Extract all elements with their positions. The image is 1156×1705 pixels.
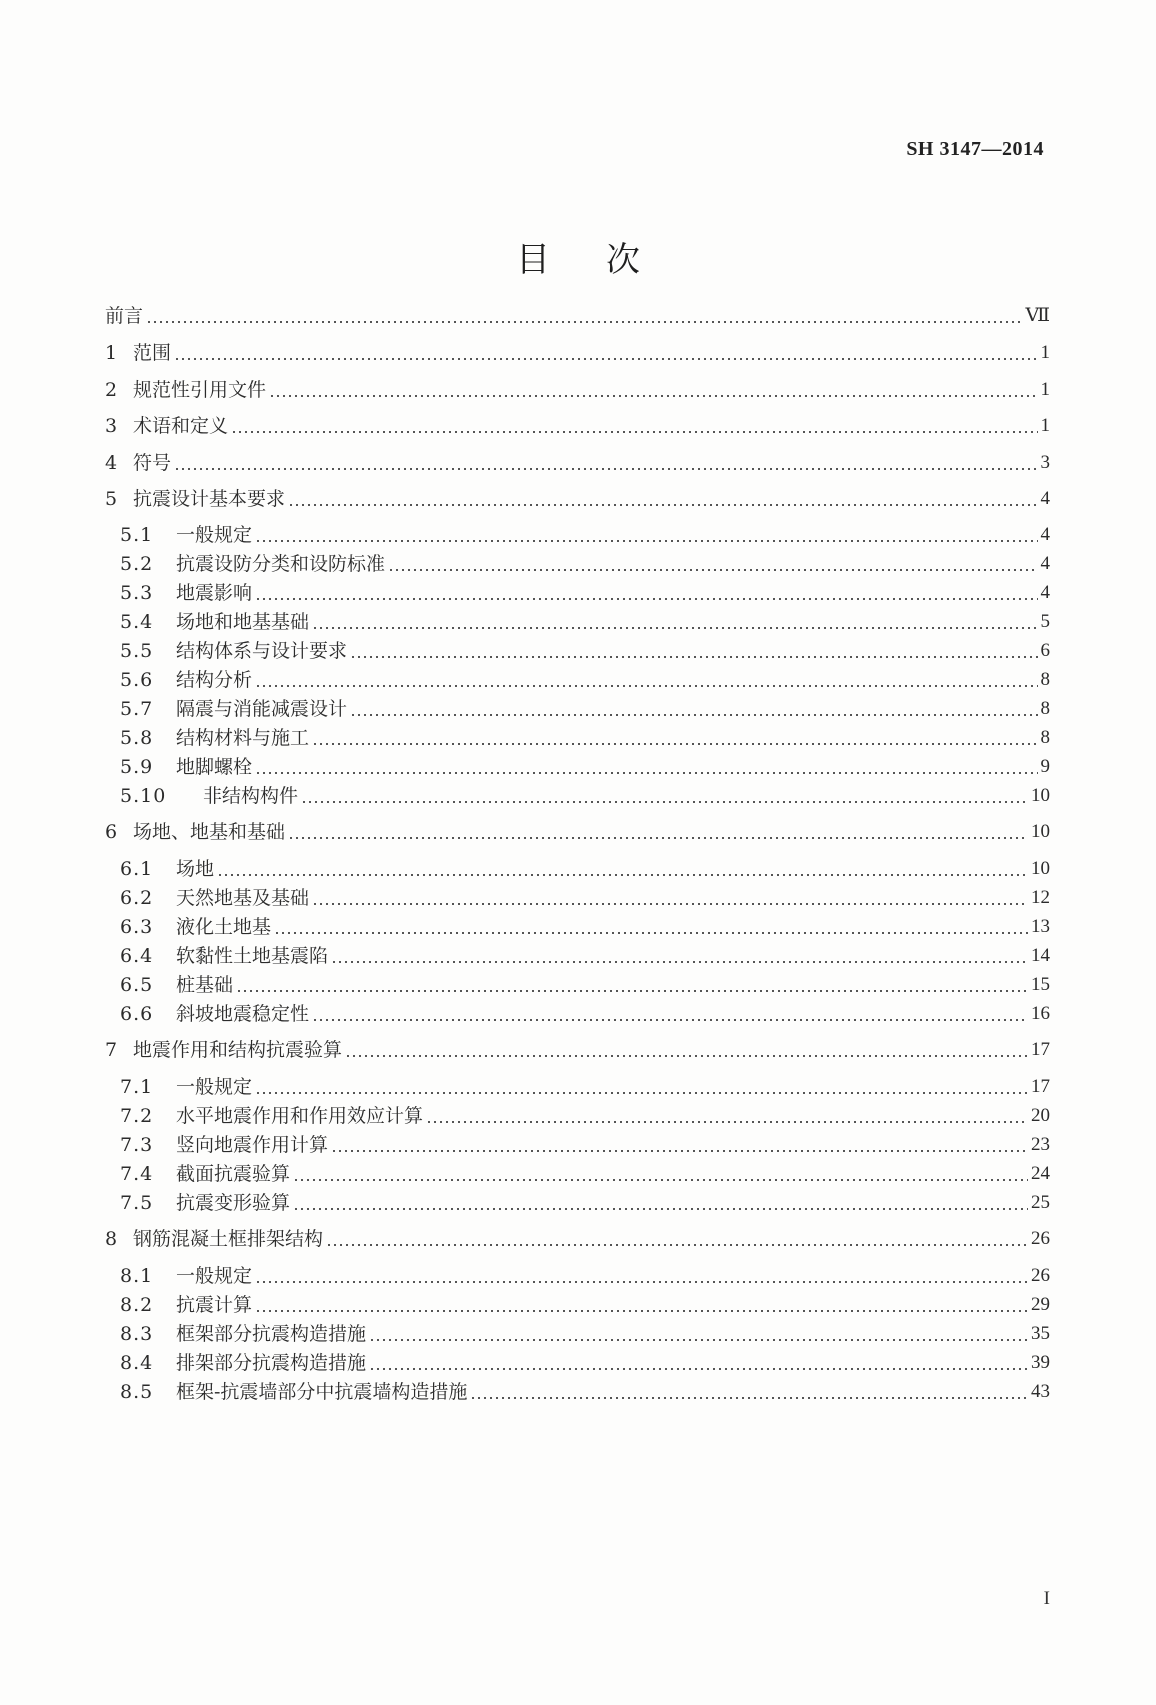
toc-entry[interactable]: [120, 579, 1050, 607]
toc-dot-leader: [288, 837, 1028, 839]
toc-entry-label: 前言: [105, 305, 144, 327]
toc-entry-number: 5.5: [120, 640, 154, 662]
toc-entry[interactable]: [120, 1320, 1050, 1348]
toc-dot-leader: [174, 468, 1037, 470]
toc-dot-leader: [255, 1310, 1028, 1312]
toc-entry-number: 8.2: [120, 1294, 154, 1316]
toc-entry-page: 8: [1040, 669, 1050, 690]
toc-entry-label: 斜坡地震稳定性: [176, 1003, 310, 1025]
toc-entry-page: 43: [1031, 1381, 1050, 1402]
toc-dot-leader: [312, 743, 1037, 745]
toc-entry-number: 6.5: [120, 974, 154, 996]
toc-entry-number: 5.4: [120, 611, 154, 633]
toc-entry-label: 抗震变形验算: [176, 1192, 291, 1214]
toc-dot-leader: [255, 772, 1037, 774]
toc-entry-number: 6.4: [120, 945, 154, 967]
toc-entry-page: 12: [1031, 887, 1050, 908]
toc-entry[interactable]: [120, 521, 1050, 549]
toc-dot-leader: [331, 1150, 1028, 1152]
toc-entry-label: 范围: [133, 342, 172, 364]
toc-dot-leader: [174, 358, 1037, 360]
toc-entry-page: 1: [1040, 379, 1050, 400]
toc-dot-leader: [255, 685, 1037, 687]
toc-entry-page: 4: [1040, 488, 1050, 509]
toc-entry-label: 隔震与消能减震设计: [176, 698, 348, 720]
toc-entry[interactable]: [120, 1262, 1050, 1290]
toc-entry-label: 地脚螺栓: [176, 756, 253, 778]
toc-entry[interactable]: [120, 913, 1050, 941]
toc-entry-label: 符号: [133, 452, 172, 474]
toc-entry-page: 17: [1031, 1076, 1050, 1097]
toc-dot-leader: [293, 1208, 1028, 1210]
toc-entry-number: 5.3: [120, 582, 154, 604]
toc-entry-label: 水平地震作用和作用效应计算: [176, 1105, 424, 1127]
toc-entry-page: 23: [1031, 1134, 1050, 1155]
toc-entry-page: 8: [1040, 727, 1050, 748]
toc-entry-label: 桩基础: [176, 974, 234, 996]
toc-dot-leader: [470, 1397, 1028, 1399]
toc-entry-page: 1: [1040, 415, 1050, 436]
toc-entry-page: 10: [1031, 785, 1050, 806]
toc-dot-leader: [255, 540, 1037, 542]
toc-dot-leader: [236, 990, 1028, 992]
toc-entry-label: 场地、地基和基础: [133, 821, 286, 843]
toc-entry-label: 一般规定: [176, 1265, 253, 1287]
toc-entry-number: 8.1: [120, 1265, 154, 1287]
toc-entry[interactable]: [120, 855, 1050, 883]
toc-entry[interactable]: [105, 412, 1050, 440]
toc-dot-leader: [369, 1368, 1028, 1370]
toc-entry-label: 结构分析: [176, 669, 253, 691]
toc-entry-number: 3: [105, 415, 118, 437]
toc-entry[interactable]: [105, 302, 1050, 330]
toc-entry-label: 一般规定: [176, 524, 253, 546]
toc-entry-number: 7.5: [120, 1192, 154, 1214]
toc-entry[interactable]: [120, 550, 1050, 578]
toc-entry-label: 场地: [176, 858, 215, 880]
toc-entry[interactable]: [120, 1073, 1050, 1101]
toc-dot-leader: [388, 569, 1037, 571]
toc-entry-label: 非结构构件: [203, 785, 299, 807]
toc-entry-page: 16: [1031, 1003, 1050, 1024]
toc-entry[interactable]: [105, 818, 1050, 846]
toc-entry-page: 14: [1031, 945, 1050, 966]
toc-entry[interactable]: [105, 1225, 1050, 1253]
toc-dot-leader: [426, 1121, 1028, 1123]
toc-entry-label: 抗震设防分类和设防标准: [176, 553, 386, 575]
toc-entry[interactable]: [105, 1036, 1050, 1064]
toc-entry[interactable]: [120, 1378, 1050, 1406]
toc-entry-page: 10: [1031, 858, 1050, 879]
standard-code: SH 3147—2014: [906, 138, 1044, 160]
toc-entry[interactable]: [120, 884, 1050, 912]
toc-entry-page: 13: [1031, 916, 1050, 937]
toc-entry-number: 5.1: [120, 524, 154, 546]
toc-dot-leader: [274, 932, 1028, 934]
toc-entry-number: 7.3: [120, 1134, 154, 1156]
toc-entry-page: 20: [1031, 1105, 1050, 1126]
toc-dot-leader: [350, 656, 1037, 658]
toc-dot-leader: [217, 874, 1028, 876]
toc-entry-label: 钢筋混凝土框排架结构: [133, 1228, 324, 1250]
toc-entry-page: 24: [1031, 1163, 1050, 1184]
toc-entry-label: 地震作用和结构抗震验算: [133, 1039, 343, 1061]
toc-entry[interactable]: [120, 608, 1050, 636]
toc-entry-label: 场地和地基基础: [176, 611, 310, 633]
toc-entry[interactable]: [120, 1000, 1050, 1028]
toc-entry-number: 6: [105, 821, 118, 843]
page-title: 目次: [516, 240, 696, 280]
toc-entry-page: 4: [1040, 553, 1050, 574]
toc-entry-number: 7.4: [120, 1163, 154, 1185]
toc-entry[interactable]: [120, 1349, 1050, 1377]
toc-entry-number: 1: [105, 342, 118, 364]
toc-entry-number: 5: [105, 488, 118, 510]
toc-entry-page: 17: [1031, 1039, 1050, 1060]
toc-entry-number: 5.10: [120, 785, 167, 807]
toc-entry-number: 8.3: [120, 1323, 154, 1345]
toc-entry[interactable]: [120, 753, 1050, 781]
toc-entry-page: 3: [1040, 452, 1050, 473]
toc-entry-page: 9: [1040, 756, 1050, 777]
toc-dot-leader: [301, 801, 1028, 803]
toc-entry-page: 26: [1031, 1228, 1050, 1249]
page-number: I: [1043, 1588, 1050, 1609]
toc-entry[interactable]: [120, 666, 1050, 694]
toc-entry-number: 7.2: [120, 1105, 154, 1127]
toc-entry-page: 6: [1040, 640, 1050, 661]
toc-dot-leader: [350, 714, 1037, 716]
toc-dot-leader: [326, 1244, 1028, 1246]
toc-dot-leader: [312, 627, 1037, 629]
toc-entry[interactable]: [105, 339, 1050, 367]
toc-entry-label: 地震影响: [176, 582, 253, 604]
toc-entry[interactable]: [120, 1102, 1050, 1130]
toc-dot-leader: [293, 1179, 1028, 1181]
toc-entry[interactable]: [120, 942, 1050, 970]
toc-dot-leader: [312, 903, 1028, 905]
toc-entry-label: 软黏性土地基震陷: [176, 945, 329, 967]
toc-dot-leader: [146, 321, 1022, 323]
toc-entry-label: 抗震设计基本要求: [133, 488, 286, 510]
toc-entry[interactable]: [120, 971, 1050, 999]
toc-entry-label: 抗震计算: [176, 1294, 253, 1316]
toc-entry-page: 10: [1031, 821, 1050, 842]
toc-entry[interactable]: [105, 376, 1050, 404]
toc-entry-page: 39: [1031, 1352, 1050, 1373]
toc-entry-page: 4: [1040, 582, 1050, 603]
toc-dot-leader: [288, 504, 1037, 506]
toc-dot-leader: [255, 1092, 1028, 1094]
toc-entry[interactable]: [120, 637, 1050, 665]
toc-entry-page: 35: [1031, 1323, 1050, 1344]
toc-entry-label: 液化土地基: [176, 916, 272, 938]
toc-entry[interactable]: [120, 1160, 1050, 1188]
toc-entry-number: 8.5: [120, 1381, 154, 1403]
toc-entry-number: 4: [105, 452, 118, 474]
toc-entry-number: 5.8: [120, 727, 154, 749]
toc-entry-label: 结构体系与设计要求: [176, 640, 348, 662]
toc-entry[interactable]: [120, 695, 1050, 723]
toc-entry-label: 结构材料与施工: [176, 727, 310, 749]
toc-entry-number: 7: [105, 1039, 118, 1061]
toc-entry-number: 6.1: [120, 858, 154, 880]
toc-entry-page: 25: [1031, 1192, 1050, 1213]
toc-entry-label: 截面抗震验算: [176, 1163, 291, 1185]
toc-entry-number: 8.4: [120, 1352, 154, 1374]
toc-entry-number: 2: [105, 379, 118, 401]
toc-dot-leader: [369, 1339, 1028, 1341]
toc-entry[interactable]: [120, 724, 1050, 752]
toc-entry-label: 天然地基及基础: [176, 887, 310, 909]
toc-entry-number: 7.1: [120, 1076, 154, 1098]
toc-entry-number: 5.9: [120, 756, 154, 778]
toc-entry-number: 5.6: [120, 669, 154, 691]
toc-dot-leader: [255, 1281, 1028, 1283]
toc-entry-number: 6.6: [120, 1003, 154, 1025]
toc-entry-number: 5.7: [120, 698, 154, 720]
toc-entry[interactable]: [105, 485, 1050, 513]
toc-entry-label: 框架部分抗震构造措施: [176, 1323, 367, 1345]
toc-entry-label: 规范性引用文件: [133, 379, 267, 401]
toc-entry[interactable]: [105, 449, 1050, 477]
toc-entry-number: 5.2: [120, 553, 154, 575]
toc-dot-leader: [331, 961, 1028, 963]
toc-dot-leader: [255, 598, 1037, 600]
toc-entry-number: 6.3: [120, 916, 154, 938]
toc-entry-page: 1: [1040, 342, 1050, 363]
toc-entry-label: 一般规定: [176, 1076, 253, 1098]
toc-entry-label: 框架-抗震墙部分中抗震墙构造措施: [176, 1381, 468, 1403]
toc-entry[interactable]: [120, 1189, 1050, 1217]
toc-entry-page: 26: [1031, 1265, 1050, 1286]
toc-entry[interactable]: [120, 1131, 1050, 1159]
toc-entry[interactable]: [120, 782, 1050, 810]
toc-entry-label: 排架部分抗震构造措施: [176, 1352, 367, 1374]
toc-entry-page: 8: [1040, 698, 1050, 719]
toc-entry-page: 29: [1031, 1294, 1050, 1315]
toc-entry-label: 竖向地震作用计算: [176, 1134, 329, 1156]
toc-entry-number: 8: [105, 1228, 118, 1250]
toc-dot-leader: [312, 1019, 1028, 1021]
toc-dot-leader: [345, 1055, 1028, 1057]
toc-dot-leader: [231, 431, 1037, 433]
toc-entry-page: 5: [1040, 611, 1050, 632]
toc-entry[interactable]: [120, 1291, 1050, 1319]
toc-dot-leader: [269, 395, 1037, 397]
toc-entry-label: 术语和定义: [133, 415, 229, 437]
toc-entry-page: 4: [1040, 524, 1050, 545]
toc-entry-number: 6.2: [120, 887, 154, 909]
toc-entry-page: Ⅶ: [1025, 305, 1050, 326]
toc-entry-page: 15: [1031, 974, 1050, 995]
